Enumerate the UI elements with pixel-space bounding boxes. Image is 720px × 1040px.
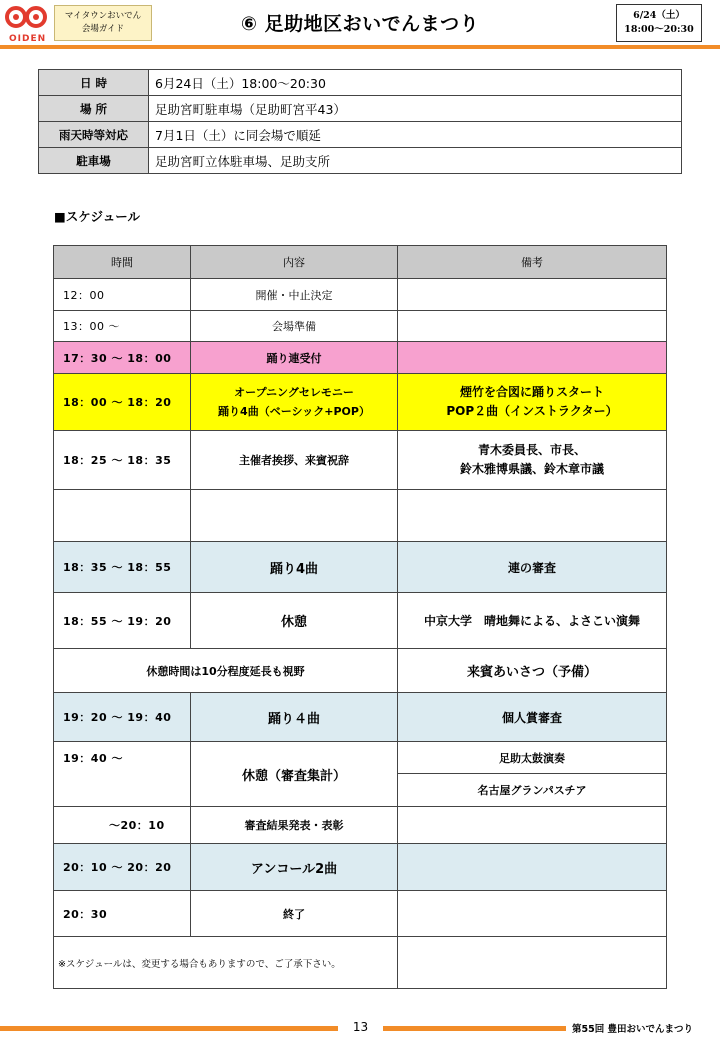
info-row-venue — [39, 96, 682, 122]
date-line-1: 6/24（土） — [633, 10, 685, 21]
table-row — [54, 342, 667, 374]
empty-cell — [54, 490, 191, 542]
header-note: 備考 — [398, 246, 667, 279]
row-time: 18：35 〜 18：55 — [54, 542, 191, 593]
row-time: 19：20 〜 19：40 — [54, 693, 191, 742]
empty-cell — [398, 937, 667, 989]
row-note — [398, 374, 667, 431]
row-content: 会場準備 — [191, 311, 398, 342]
row-note — [398, 891, 667, 937]
row-note: 来賓あいさつ（予備） — [398, 649, 667, 693]
schedule-table — [53, 245, 667, 989]
row-note — [398, 342, 667, 374]
note-line: 煙竹を合図に踊りスタート — [459, 385, 604, 399]
note-line: 鈴木雅博県議、鈴木章市議 — [459, 462, 604, 476]
row-time: 12：00 — [54, 279, 191, 311]
header-divider — [0, 45, 720, 49]
header-time: 時間 — [54, 246, 191, 279]
row-content: 審査結果発表・表彰 — [191, 807, 398, 844]
row-note — [398, 844, 667, 891]
info-value: 足助宮町駐車場（足助町宮平43） — [149, 96, 682, 122]
table-row — [54, 542, 667, 593]
info-label: 雨天時等対応 — [39, 122, 149, 148]
row-content — [191, 374, 398, 431]
date-line-2: 18:00〜20:30 — [624, 24, 694, 35]
schedule-footnote: ※スケジュールは、変更する場合もありますので、ご了承下さい。 — [54, 937, 398, 989]
info-row-datetime — [39, 70, 682, 96]
table-row — [54, 891, 667, 937]
info-value: 6月24日（土）18:00〜20:30 — [149, 70, 682, 96]
content-line: 踊り4曲（ベーシック+POP） — [218, 405, 370, 418]
table-row — [54, 593, 667, 649]
footer-bar-left — [0, 1026, 338, 1031]
info-label: 駐車場 — [39, 148, 149, 174]
table-row-footnote — [54, 937, 667, 989]
footer-bar-right — [383, 1026, 566, 1031]
row-content: 休憩（審査集計） — [191, 742, 398, 807]
info-value: 足助宮町立体駐車場、足助支所 — [149, 148, 682, 174]
page-number: 13 — [352, 1020, 369, 1034]
page-title: ⑥ 足助地区おいでんまつり — [240, 13, 480, 35]
guide-line-1: マイタウンおいでん — [64, 11, 142, 21]
info-value: 7月1日（土）に同会場で順延 — [149, 122, 682, 148]
row-time: 18：25 〜 18：35 — [54, 431, 191, 490]
event-info-table — [38, 69, 682, 174]
table-row — [54, 844, 667, 891]
row-time: 19：40 〜 — [54, 742, 191, 774]
table-row — [54, 431, 667, 490]
content-line: オープニングセレモニー — [234, 386, 354, 399]
header-content: 内容 — [191, 246, 398, 279]
info-row-rain — [39, 122, 682, 148]
table-row-empty — [54, 490, 667, 542]
row-note — [398, 311, 667, 342]
empty-cell — [191, 490, 398, 542]
row-content: 踊り4曲 — [191, 542, 398, 593]
empty-cell — [398, 490, 667, 542]
info-label: 日 時 — [39, 70, 149, 96]
logo-mark-icon — [4, 4, 50, 34]
note-line: 青木委員長、市長、 — [477, 443, 586, 457]
row-content: 踊り連受付 — [191, 342, 398, 374]
row-time: 18：00 〜 18：20 — [54, 374, 191, 431]
row-note: 個人賞審査 — [398, 693, 667, 742]
row-content: 休憩 — [191, 593, 398, 649]
row-note — [398, 807, 667, 844]
table-row — [54, 693, 667, 742]
table-row — [54, 279, 667, 311]
date-badge — [616, 4, 702, 42]
row-note: 名古屋グランパスチア — [398, 774, 667, 807]
venue-guide-label — [54, 5, 152, 41]
schedule-header-row — [54, 246, 667, 279]
table-row — [54, 649, 667, 693]
empty-cell — [54, 774, 191, 807]
guide-line-2: 会場ガイド — [81, 24, 125, 34]
row-note — [398, 431, 667, 490]
row-note: 連の審査 — [398, 542, 667, 593]
row-note: 中京大学 晴地舞による、よさこい演舞 — [398, 593, 667, 649]
table-row — [54, 374, 667, 431]
row-time: 20：10 〜 20：20 — [54, 844, 191, 891]
row-content: 開催・中止決定 — [191, 279, 398, 311]
row-time: 18：55 〜 19：20 — [54, 593, 191, 649]
note-line: POP２曲（インストラクター） — [446, 404, 618, 418]
row-time: 〜20：10 — [54, 807, 191, 844]
row-note: 足助太鼓演奏 — [398, 742, 667, 774]
row-note — [398, 279, 667, 311]
row-time: 20：30 — [54, 891, 191, 937]
table-row — [54, 311, 667, 342]
row-content: 終了 — [191, 891, 398, 937]
row-time: 13：00 〜 — [54, 311, 191, 342]
footer-caption: 第55回 豊田おいでんまつり — [572, 1024, 694, 1035]
row-content: 主催者挨拶、来賓祝辞 — [191, 431, 398, 490]
oiden-logo — [4, 4, 50, 44]
table-row — [54, 742, 667, 774]
info-label: 場 所 — [39, 96, 149, 122]
row-content: 踊り４曲 — [191, 693, 398, 742]
row-merged-note: 休憩時間は10分程度延長も視野 — [54, 649, 398, 693]
info-row-parking — [39, 148, 682, 174]
logo-text: OIDEN — [9, 34, 47, 44]
row-content: アンコール2曲 — [191, 844, 398, 891]
schedule-heading: ■スケジュール — [54, 209, 141, 224]
table-row — [54, 807, 667, 844]
row-time: 17：30 〜 18：00 — [54, 342, 191, 374]
